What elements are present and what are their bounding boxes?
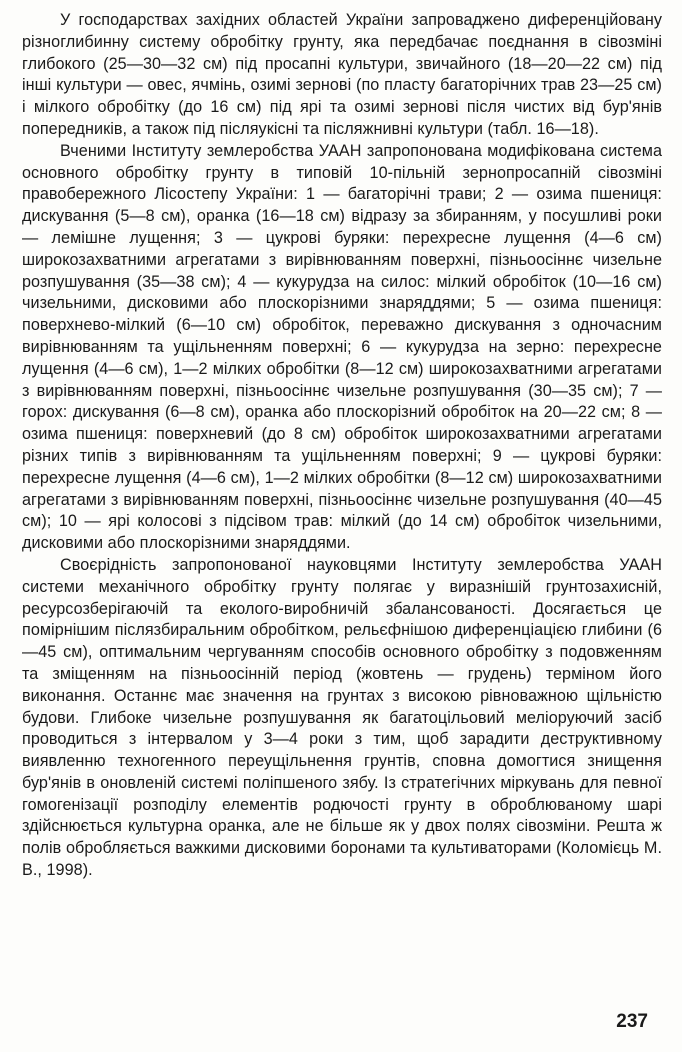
paragraph-2: Вченими Інституту землеробства УААН запропонована модифікована система основного обробітку грунту в типовій 10-пільній зернопросапній сівозміні правобережного Лісостепу України: 1 — багаторічні трави; 2 — озима пшениця: дискування (5—8 см), оранка (16—18 см) відразу за збиранням, у посушливі роки — лемішне лущення; 3 — цукрові буряки: перехресне лущення (4—6 см) широкозахватними агрегатами з вирівнюванням поверхні, пізньоосіннє чизельне розпушування (35—38 см); 4 — кукурудза на силос: мілкий обробіток (10—16 см) чизельними, дисковими або плоскорізними знаряддями; 5 — озима пшениця: поверхнево-мілкий (6—10 см) обробіток, переважно дискування з одночасним вирівнюванням та ущільненням поверхні; 6 — кукурудза на зерно: перехресне лущення (4—6 см), 1—2 мілких обробітки (8—12 см) широкозахватними агрегатами з вирівнюванням поверхні, пізньоосіннє чизельне розпушування (30—35 см); 7 — горох: дискування (6—8 см), оранка або плоскорізний обробіток на 20—22 см; 8 — озима пшениця: поверхневий (до 8 см) обробіток широкозахватними агрегатами різних типів з вирівнюванням та ущільненням поверхні; 9 — цукрові буряки: перехресне лущення (4—6 см), 1—2 мілких обробітки (8—12 см) широкозахватними агрегатами з вирівнюванням поверхні, пізньоосіннє чизельне розпушування (40—45 см); 10 — ярі колосові з підсівом трав: мілкий (до 14 см) обробіток чизельними, дисковими або плоскорізними знаряддями. xyxy=(22,141,662,553)
page-number: 237 xyxy=(616,1011,648,1032)
page-text-body xyxy=(22,10,662,882)
paragraph-1: У господарствах західних областей України запроваджено диференційовану різноглибинну систему обробітку грунту, яка передбачає поєднання в сівозміні глибокого (25—30—32 см) під просапні культури, звичайного (18—20—22 см) під інші культури — овес, ячмінь, озимі зернові (по пласту багаторічних трав 23—25 см) і мілкого обробітку (до 16 см) під ярі та озимі зернові після чистих від бур'янів попередників, а також під післяукісні та післяжнивні культури (табл. 16—18). xyxy=(22,11,662,138)
paragraph-3: Своєрідність запропонованої науковцями Інституту землеробства УААН системи механічного обробітку грунту полягає у виразнішій грунтозахисній, ресурсозберігаючій та еколого-виробничій збалансованості. Досягається це помірнішим післязбиральним обробітком, рельєфнішою диференціацією глибини (6—45 см), оптимальним чергуванням способів основного обробітку з подовженням та зміщенням на пізньоосінній період (жовтень — грудень) терміном його виконання. Останнє має значення на грунтах з високою рівноважною щільністю будови. Глибоке чизельне розпушування як багатоцільовий меліоруючий засіб проводиться з інтервалом у 3—4 роки з тим, щоб зарадити деструктивному виявленню техногенного переущільнення грунтів, сповна домогтися знищення бур'янів в оновленій системі поліпшеного зябу. Із стратегічних міркувань для певної гомогенізації розподілу елементів родючості грунту в оброблюваному шарі здійснюється культурна оранка, але не більше як у двох полях сівозміни. Решта ж полів обробляється важкими дисковими боронами та культиваторами (Коломієць М. В., 1998). xyxy=(22,555,662,880)
